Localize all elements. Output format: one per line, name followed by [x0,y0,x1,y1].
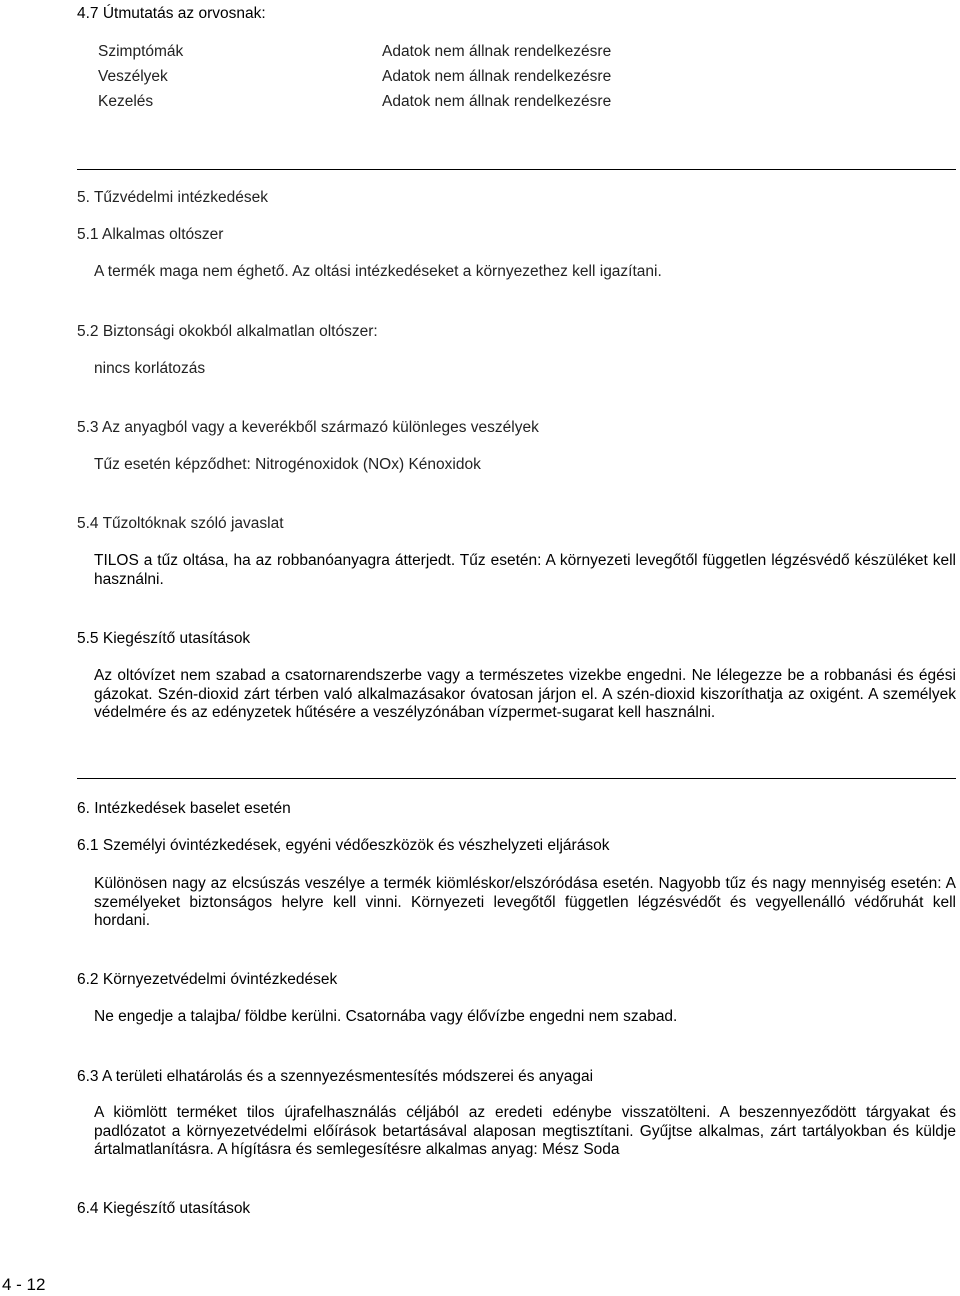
hazards-label: Veszélyek [98,68,168,85]
section-6-2-text: Ne engedje a talajba/ földbe kerülni. Csatornába vagy élővízbe engedni nem szabad. [94,1008,678,1025]
section-5-3-heading: 5.3 Az anyagból vagy a keverékből származó különleges veszélyek [77,419,539,436]
section-5-4-heading: 5.4 Tűzoltóknak szóló javaslat [77,515,284,532]
section-6-3-text: A kiömlött terméket tilos újrafelhasználás céljából az eredeti edénybe visszatölteni. A beszennyeződött tárgyakat és padlózatot a környezetvédelmi előírások betartásával alaposan megtisztítani. Gyűjtse alkalmas, zárt tartályokban és küldje ártalmatlanításra. A hígításra és semlegesítésre alkalmas anyag: Mész Soda [94,1104,956,1158]
section-6-heading: 6. Intézkedések baselet esetén [77,800,291,817]
section-4-7-heading: 4.7 Útmutatás az orvosnak: [77,5,266,22]
section-5-1-heading: 5.1 Alkalmas oltószer [77,226,224,243]
section-5-heading: 5. Tűzvédelmi intézkedések [77,189,268,206]
section-5-2-heading: 5.2 Biztonsági okokból alkalmatlan oltószer: [77,323,378,340]
section-6-3-heading: 6.3 A területi elhatárolás és a szennyezésmentesítés módszerei és anyagai [77,1068,594,1085]
section-5-2-text: nincs korlátozás [94,360,206,377]
section-5-5-heading: 5.5 Kiegészítő utasítások [77,630,251,647]
hazards-value: Adatok nem állnak rendelkezésre [382,68,612,85]
section-6-1-text: Különösen nagy az elcsúszás veszélye a termék kiömléskor/elszóródása esetén. Nagyobb tűz és nagy mennyiség esetén: A személyeket biztonságos helyre kell vinni. Környezeti levegőtől független légzésvédőt és vegyellenálló védőruhát kell hordani. [94,875,956,929]
section-5-1-text: A termék maga nem éghető. Az oltási intézkedéseket a környezethez kell igazítani. [94,263,662,280]
page-number: 4 - 12 [2,1275,46,1294]
section-5-3-text: Tűz esetén képződhet: Nitrogénoxidok (NOx) Kénoxidok [94,456,481,473]
section-6-4-heading: 6.4 Kiegészítő utasítások [77,1200,251,1217]
section-divider [77,778,956,779]
section-6-1-heading: 6.1 Személyi óvintézkedések, egyéni védőeszközök és vészhelyzeti eljárások [77,837,610,854]
section-6-2-heading: 6.2 Környezetvédelmi óvintézkedések [77,971,338,988]
section-divider [77,169,956,170]
section-5-4-text: TILOS a tűz oltása, ha az robbanóanyagra átterjedt. Tűz esetén: A környezeti levegőtől független légzésvédő készüléket kell használni. [94,552,956,588]
treatment-value: Adatok nem állnak rendelkezésre [382,93,612,110]
symptoms-label: Szimptómák [98,43,184,60]
section-5-5-text: Az oltóvízet nem szabad a csatornarendszerbe vagy a természetes vizekbe engedni. Ne lélegezze be a robbanási és égési gázokat. Szén-dioxid zárt térben való alkalmazásakor óvatosan járjon el. A szén-dioxid kiszoríthatja az oxigént. A személyek védelmére és az edényzetek hűtésére a veszélyzónában vízpermet-sugarat kell használni. [94,667,956,721]
treatment-label: Kezelés [98,93,154,110]
symptoms-value: Adatok nem állnak rendelkezésre [382,43,612,60]
